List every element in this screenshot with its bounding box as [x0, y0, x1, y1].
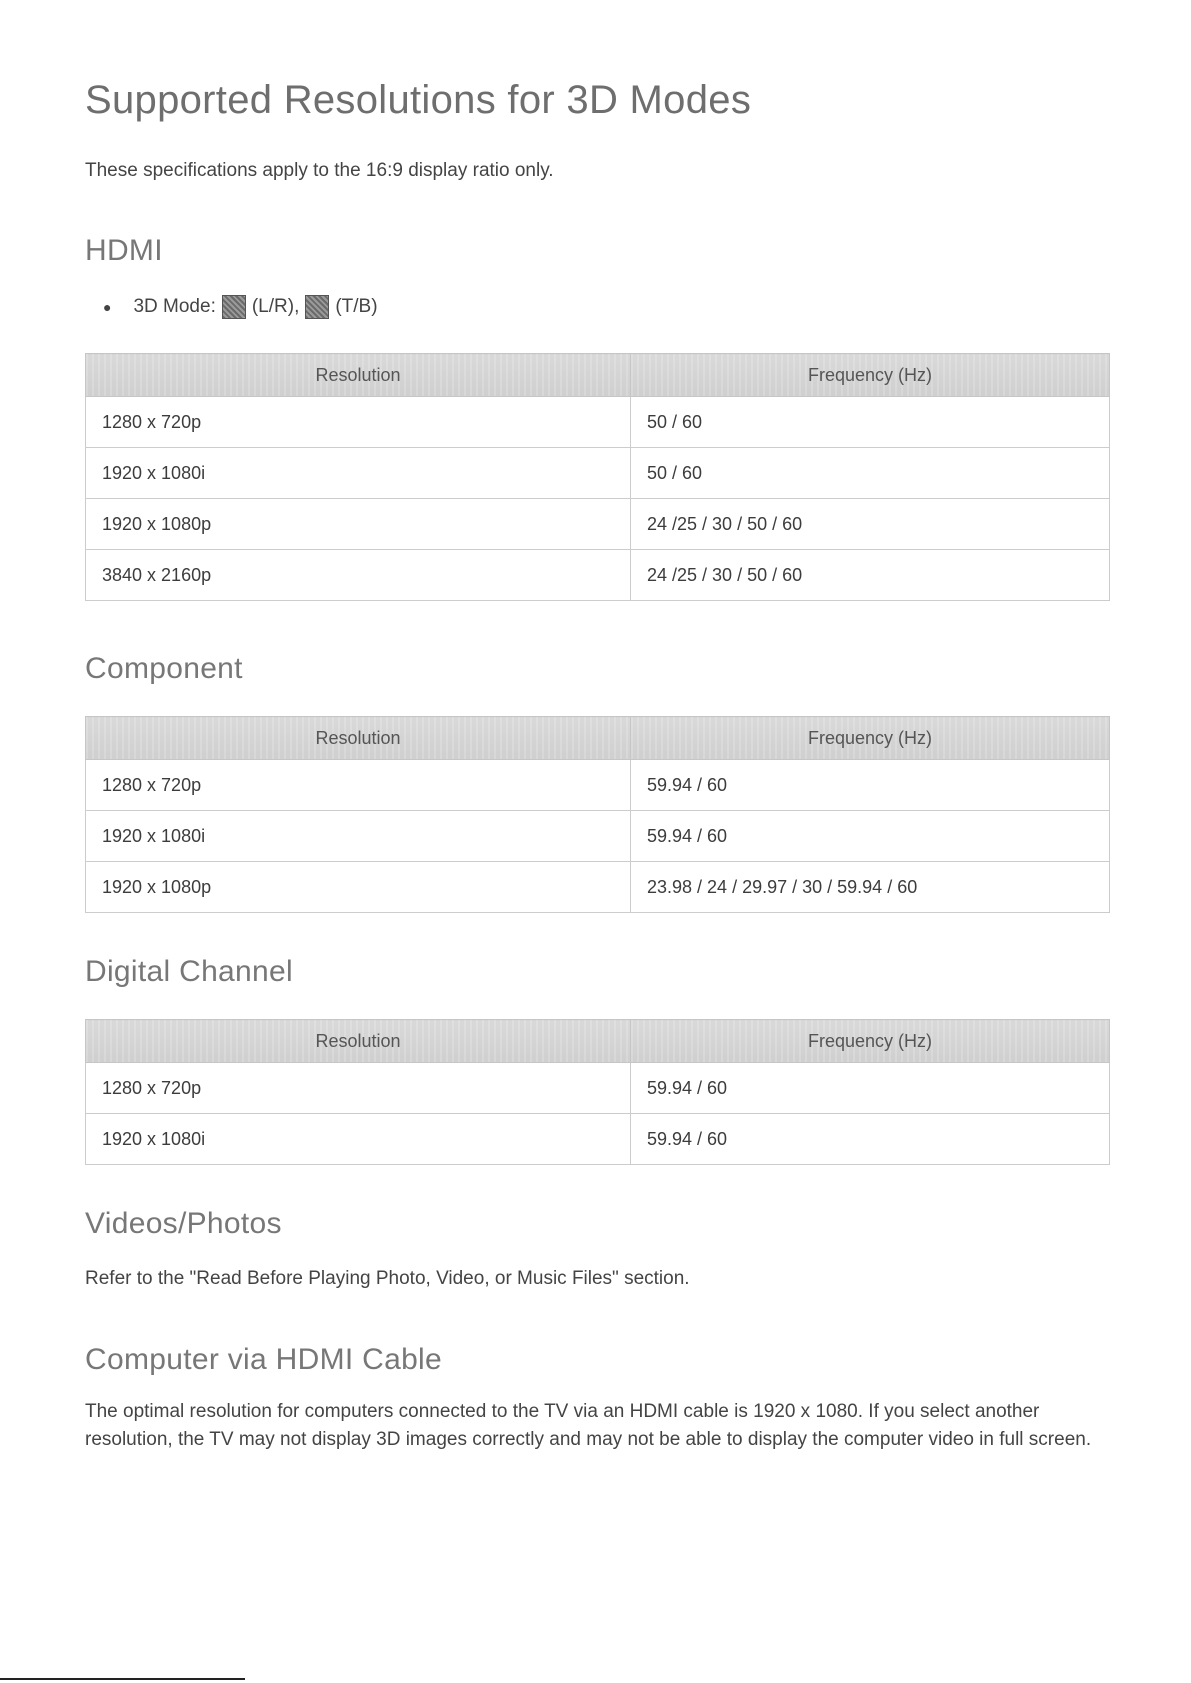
bullet-icon: ●: [103, 299, 112, 315]
table-row: [86, 1114, 1110, 1165]
table-row: [86, 550, 1110, 601]
table-header-row: [86, 717, 1110, 760]
frequency-cell: 59.94 / 60: [631, 1063, 1110, 1114]
resolution-cell: 1920 x 1080p: [86, 862, 631, 913]
column-header-resolution: Resolution: [86, 354, 631, 397]
column-header-frequency: Frequency (Hz): [631, 1020, 1110, 1063]
column-header-resolution: Resolution: [86, 1020, 631, 1063]
intro-text: These specifications apply to the 16:9 display ratio only.: [85, 160, 554, 181]
table-row: [86, 862, 1110, 913]
frequency-cell: 50 / 60: [631, 448, 1110, 499]
table-row: [86, 448, 1110, 499]
table-row: [86, 499, 1110, 550]
table-header-row: [86, 354, 1110, 397]
videos-photos-text: Refer to the "Read Before Playing Photo, Video, or Music Files" section.: [85, 1268, 690, 1289]
table-row: [86, 397, 1110, 448]
frequency-cell: 59.94 / 60: [631, 1114, 1110, 1165]
resolution-cell: 1920 x 1080p: [86, 499, 631, 550]
column-header-frequency: Frequency (Hz): [631, 717, 1110, 760]
resolution-cell: 3840 x 2160p: [86, 550, 631, 601]
component-table: [85, 716, 1110, 913]
frequency-cell: 24 /25 / 30 / 50 / 60: [631, 499, 1110, 550]
resolution-cell: 1920 x 1080i: [86, 448, 631, 499]
table-row: [86, 1063, 1110, 1114]
page-title: Supported Resolutions for 3D Modes: [85, 78, 752, 122]
mode-prefix: 3D Mode:: [133, 296, 216, 317]
digital-channel-table: [85, 1019, 1110, 1165]
computer-hdmi-heading: Computer via HDMI Cable: [85, 1343, 443, 1376]
table-row: [86, 760, 1110, 811]
footer-divider: [0, 1678, 245, 1680]
table-header-row: [86, 1020, 1110, 1063]
frequency-cell: 50 / 60: [631, 397, 1110, 448]
resolution-cell: 1920 x 1080i: [86, 811, 631, 862]
column-header-resolution: Resolution: [86, 717, 631, 760]
resolution-cell: 1920 x 1080i: [86, 1114, 631, 1165]
frequency-cell: 59.94 / 60: [631, 760, 1110, 811]
mode-lr-label: (L/R),: [251, 296, 300, 317]
frequency-cell: 23.98 / 24 / 29.97 / 30 / 59.94 / 60: [631, 862, 1110, 913]
column-header-frequency: Frequency (Hz): [631, 354, 1110, 397]
frequency-cell: 59.94 / 60: [631, 811, 1110, 862]
hdmi-heading: HDMI: [85, 234, 163, 267]
hdmi-table: [85, 353, 1110, 601]
mode-tb-label: (T/B): [335, 296, 378, 317]
digital-channel-heading: Digital Channel: [85, 955, 293, 988]
side-by-side-icon: [222, 295, 246, 319]
resolution-cell: 1280 x 720p: [86, 397, 631, 448]
resolution-cell: 1280 x 720p: [86, 1063, 631, 1114]
hdmi-3d-mode-bullet: [103, 295, 378, 319]
frequency-cell: 24 /25 / 30 / 50 / 60: [631, 550, 1110, 601]
table-row: [86, 811, 1110, 862]
component-heading: Component: [85, 652, 243, 685]
computer-hdmi-text: The optimal resolution for computers connected to the TV via an HDMI cable is 1920 x 1080. If you select another resolution, the TV may not display 3D images correctly and may not be able to display the computer video in full screen.: [85, 1401, 1092, 1450]
videos-photos-heading: Videos/Photos: [85, 1207, 282, 1240]
resolution-cell: 1280 x 720p: [86, 760, 631, 811]
top-bottom-icon: [305, 295, 329, 319]
